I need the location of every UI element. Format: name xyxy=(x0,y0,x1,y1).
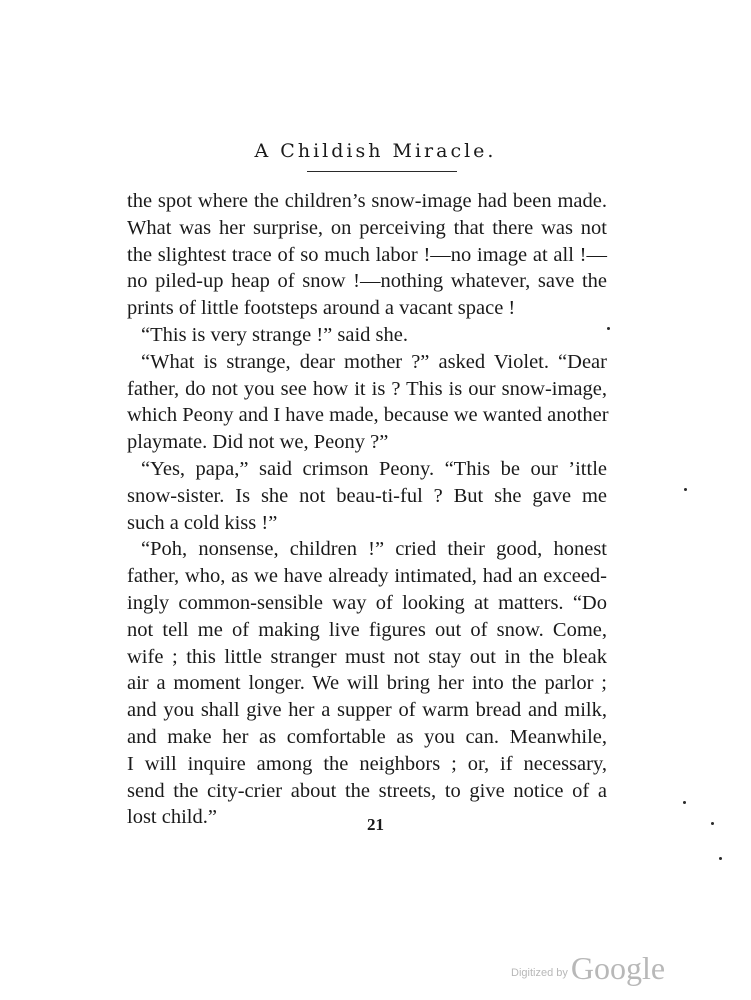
header-rule xyxy=(307,171,457,172)
text-line: the slightest trace of so much labor !—no image at all !— xyxy=(127,243,607,266)
ink-speck xyxy=(684,488,687,491)
google-logo: Google xyxy=(570,950,666,986)
text-line: send the city-crier about the streets, to give notice of a xyxy=(127,779,607,802)
text-line: snow-sister. Is she not beau-ti-ful ? But she gave me xyxy=(127,484,607,507)
text-line: such a cold kiss !” xyxy=(127,511,278,534)
text-line: father, who, as we have already intimated, had an exceed- xyxy=(127,565,607,588)
text-line: “This is very strange !” said she. xyxy=(141,323,408,346)
text-line: air a moment longer. We will bring her into the parlor ; xyxy=(127,672,607,695)
ink-speck xyxy=(719,857,722,860)
text-line: “What is strange, dear mother ?” asked Violet. “Dear xyxy=(141,350,607,373)
text-line: prints of little footsteps around a vacant space ! xyxy=(127,297,516,320)
text-line: ingly common-sensible way of looking at matters. “Do xyxy=(127,591,607,614)
running-header: A Childish Miracle. xyxy=(254,140,497,162)
page-number: 21 xyxy=(367,815,384,834)
ink-speck xyxy=(607,327,610,330)
watermark-prefix: Digitized by xyxy=(511,967,568,979)
text-line: wife ; this little stranger must not stay out in the bleak xyxy=(127,645,607,668)
text-line: What was her surprise, on perceiving that there was not xyxy=(127,216,607,239)
text-line: no piled-up heap of snow !—nothing whatever, save the xyxy=(127,270,607,293)
text-line: playmate. Did not we, Peony ?” xyxy=(127,431,389,454)
text-line: and make her as comfortable as you can. Meanwhile, xyxy=(127,725,607,748)
ink-speck xyxy=(683,801,686,804)
text-line: I will inquire among the neighbors ; or, if necessary, xyxy=(127,752,607,775)
text-line: which Peony and I have made, because we wanted another xyxy=(127,404,609,427)
text-line: not tell me of making live figures out of snow. Come, xyxy=(127,618,607,641)
text-line: “Poh, nonsense, children !” cried their good, honest xyxy=(141,538,607,561)
text-line: and you shall give her a supper of warm bread and milk, xyxy=(127,699,607,722)
ink-speck xyxy=(711,822,714,825)
digitized-watermark xyxy=(511,950,665,987)
body-text xyxy=(127,188,607,831)
text-line: “Yes, papa,” said crimson Peony. “This be our ’ittle xyxy=(141,457,607,480)
text-line: the spot where the children’s snow-image had been made. xyxy=(127,190,607,212)
text-line: lost child.” xyxy=(127,806,217,829)
text-line: father, do not you see how it is ? This is our snow-image, xyxy=(127,377,607,400)
